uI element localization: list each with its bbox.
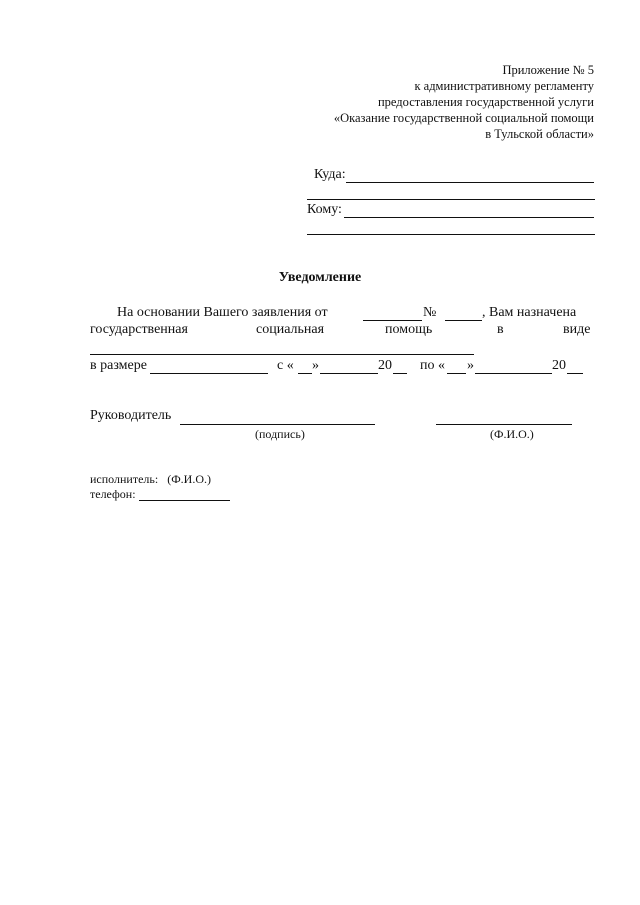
from-month-field[interactable] <box>320 373 378 374</box>
where-field[interactable] <box>346 182 594 183</box>
word-5: виде <box>563 322 591 337</box>
where-label: Куда: <box>314 167 346 182</box>
signature-caption: (подпись) <box>255 427 305 441</box>
where-field-2[interactable] <box>307 199 595 200</box>
fio-caption: (Ф.И.О.) <box>490 427 534 441</box>
document-title: Уведомление <box>278 270 362 285</box>
annex-line-3: предоставления государственной услуги <box>377 95 594 109</box>
word-2: социальная <box>256 322 325 337</box>
fio-field[interactable] <box>436 424 572 425</box>
head-label: Руководитель <box>90 408 172 423</box>
to-quote-close: » <box>467 358 474 373</box>
executor-line: исполнитель: (Ф.И.О.) <box>90 472 212 486</box>
annex-line-1: Приложение № 5 <box>502 63 594 77</box>
phone-label: телефон: <box>90 487 136 501</box>
phone-field[interactable] <box>139 500 230 501</box>
to-day-field[interactable] <box>447 373 466 374</box>
p1-end: , Вам назначена <box>482 305 577 320</box>
word-4: в <box>497 322 504 337</box>
to-year-prefix: 20 <box>552 358 566 373</box>
whom-field-2[interactable] <box>307 234 595 235</box>
annex-line-2: к административному регламенту <box>414 79 594 93</box>
from-year-field[interactable] <box>393 373 407 374</box>
from-day-field[interactable] <box>298 373 312 374</box>
application-number-field[interactable] <box>445 320 482 321</box>
to-month-field[interactable] <box>475 373 552 374</box>
assistance-kind-field[interactable] <box>90 354 474 355</box>
p1-start: На основании Вашего заявления от <box>117 305 328 320</box>
annex-line-4: «Оказание государственной социальной помощи <box>333 111 594 125</box>
from-year-prefix: 20 <box>378 358 392 373</box>
word-3: помощь <box>385 322 433 337</box>
to-label: по « <box>420 358 445 373</box>
from-label: с « <box>277 358 294 373</box>
whom-field[interactable] <box>344 217 594 218</box>
annex-line-5: в Тульской области» <box>485 127 594 141</box>
size-label: в размере <box>90 358 147 373</box>
application-date-field[interactable] <box>363 320 422 321</box>
word-1: государственная <box>90 322 188 337</box>
to-year-field[interactable] <box>567 373 583 374</box>
signature-field[interactable] <box>180 424 375 425</box>
number-sign: № <box>423 305 437 320</box>
whom-label: Кому: <box>307 202 342 217</box>
from-quote-close: » <box>312 358 319 373</box>
amount-field[interactable] <box>150 373 268 374</box>
